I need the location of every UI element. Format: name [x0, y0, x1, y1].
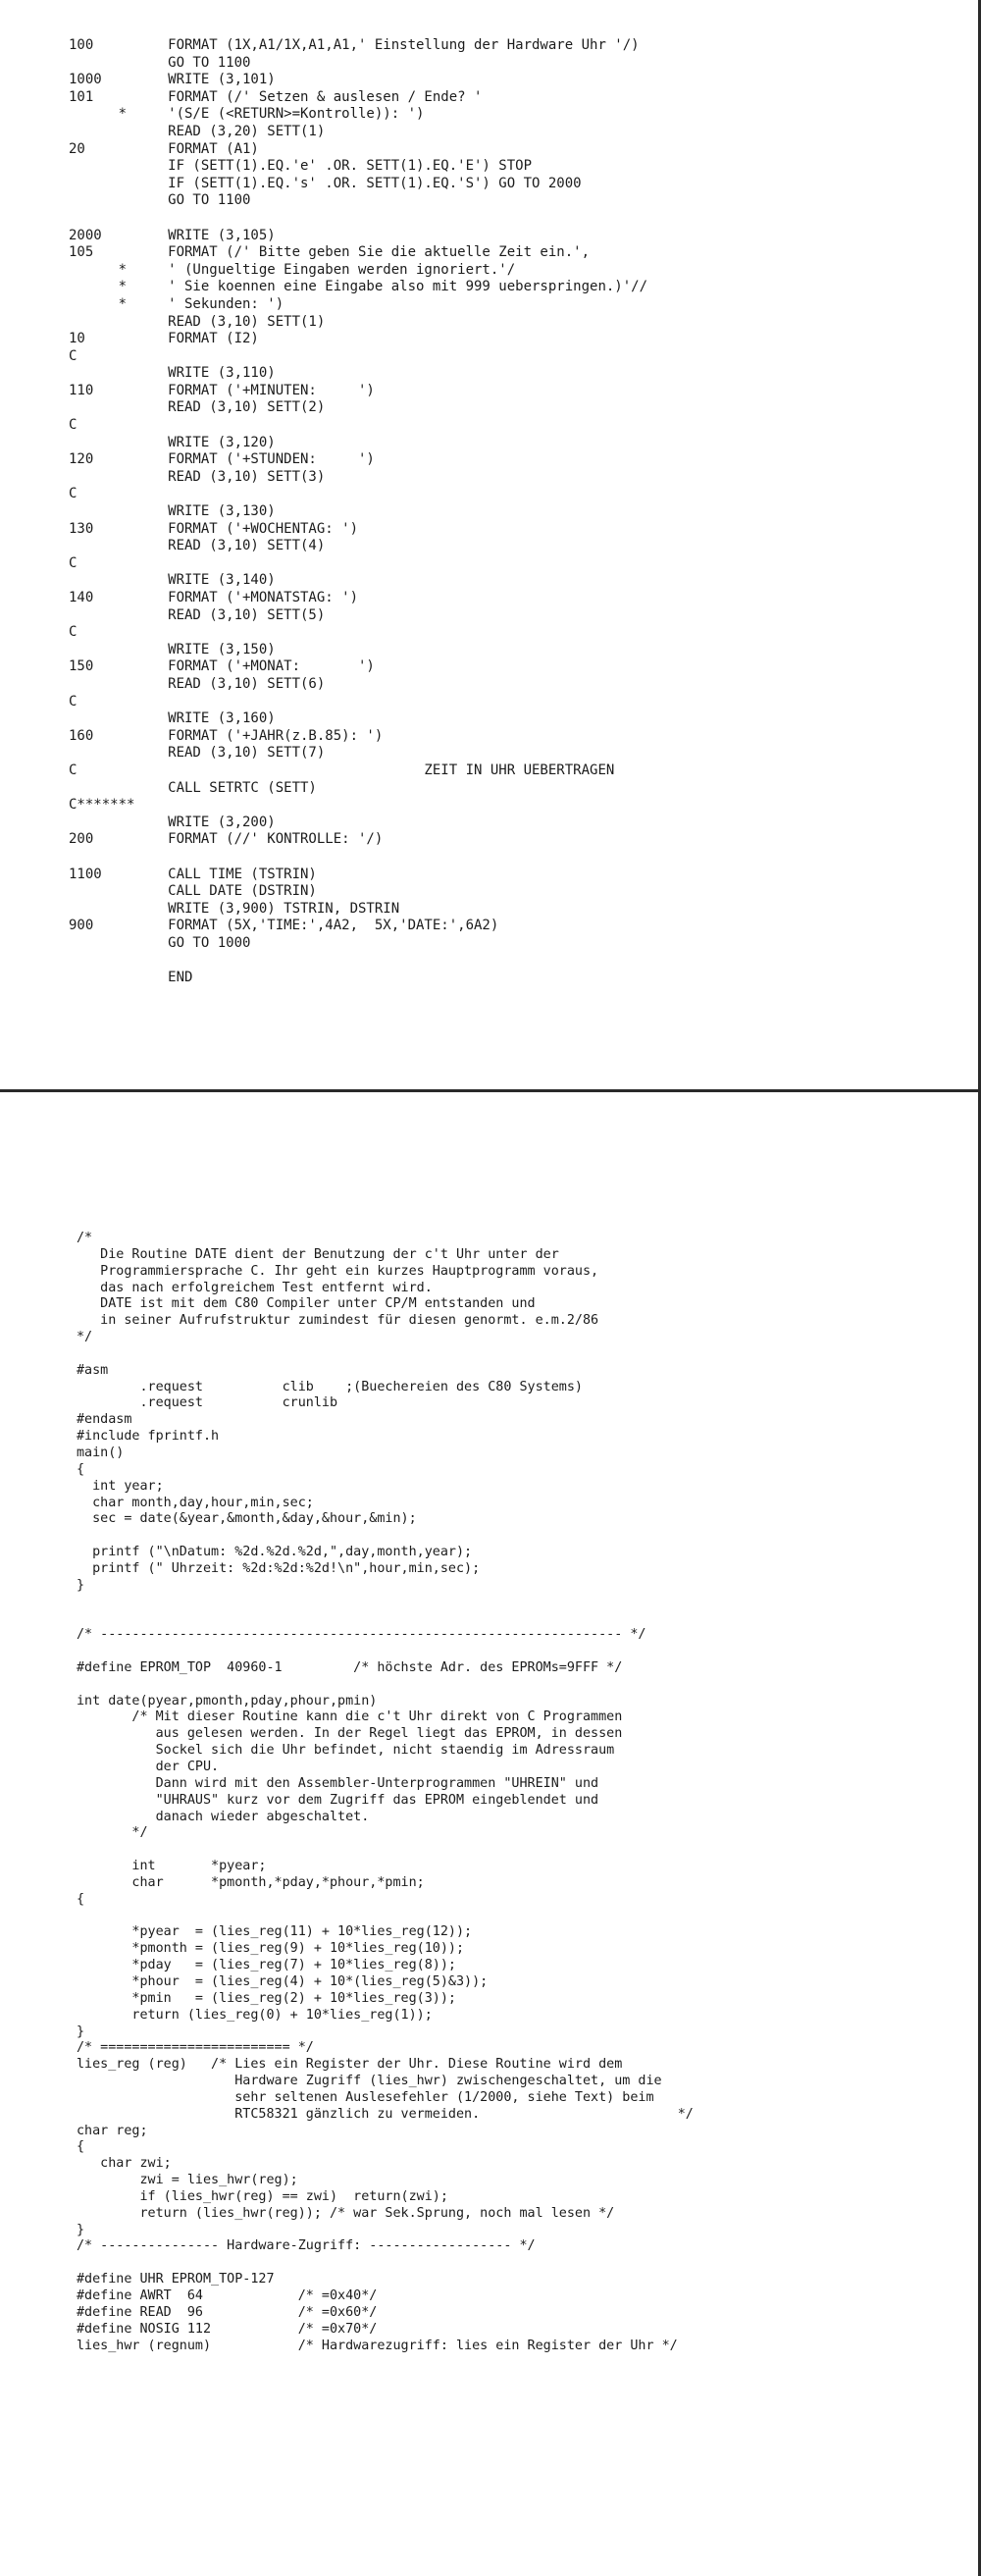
c-code-line: #define AWRT 64 /* =0x40*/: [77, 2288, 378, 2303]
fortran-code-line: WRITE (3,130): [69, 503, 276, 520]
fortran-code-line: READ (3,10) SETT(3): [69, 468, 326, 485]
c-code-line: .request crunlib: [77, 1395, 338, 1411]
fortran-code-line: CALL SETRTC (SETT): [69, 779, 317, 796]
c-code-line: das nach erfolgreichem Test entfernt wird.: [77, 1280, 433, 1295]
c-code-line: int year;: [77, 1478, 164, 1494]
fortran-code-line: 10 FORMAT (I2): [69, 331, 259, 347]
fortran-code-line: C: [69, 417, 77, 434]
c-code-line: #include fprintf.h: [77, 1429, 220, 1445]
fortran-code-line: WRITE (3,900) TSTRIN, DSTRIN: [69, 900, 400, 917]
fortran-code-line: GO TO 1100: [69, 54, 251, 71]
fortran-code-line: [69, 849, 647, 867]
fortran-code-line: IF (SETT(1).EQ.'s' .OR. SETT(1).EQ.'S') GO TO 2000: [69, 175, 582, 191]
fortran-code-line: READ (3,10) SETT(6): [69, 675, 326, 692]
c-code-line: char month,day,hour,min,sec;: [77, 1495, 314, 1510]
fortran-code-line: GO TO 1100: [69, 192, 251, 209]
c-code-line: zwi = lies_hwr(reg);: [77, 2173, 298, 2188]
fortran-code-line: C: [69, 693, 77, 710]
c-code-line: }: [77, 2024, 85, 2039]
c-code-line: "UHRAUS" kurz vor dem Zugriff das EPROM eingeblendet und: [77, 1792, 599, 1808]
c-code-line: /*: [77, 1231, 93, 1245]
c-code-line: *pday = (lies_reg(7) + 10*lies_reg(8));: [77, 1958, 456, 1973]
c-code-line: {: [77, 2139, 85, 2155]
c-code-line: #define UHR EPROM_TOP-127: [77, 2272, 275, 2287]
fortran-code-line: [69, 210, 647, 228]
c-code-line: RTC58321 gänzlich zu vermeiden. */: [77, 2106, 694, 2122]
c-code-line: */: [77, 1825, 148, 1841]
fortran-code-line: READ (3,10) SETT(5): [69, 606, 326, 623]
c-code-line: return (lies_hwr(reg)); /* war Sek.Sprung, noch mal lesen */: [77, 2205, 615, 2221]
fortran-code-line: 100 FORMAT (1X,A1/1X,A1,A1,' Einstellung der Hardware Uhr '/): [69, 37, 640, 53]
fortran-code-line: C: [69, 554, 77, 571]
c-code-line: printf (" Uhrzeit: %2d:%2d:%2d!\n",hour,min,sec);: [77, 1560, 481, 1576]
c-code-line: [77, 1610, 694, 1627]
c-code-line: {: [77, 1461, 85, 1477]
fortran-listing-panel: [0, 0, 981, 1089]
c-code-line: *pyear = (lies_reg(11) + 10*lies_reg(12));: [77, 1924, 473, 1940]
fortran-code-line: C: [69, 486, 77, 502]
fortran-code-line: WRITE (3,120): [69, 434, 276, 450]
fortran-code-line: 1100 CALL TIME (TSTRIN): [69, 866, 317, 882]
c-code-line: [77, 1528, 694, 1545]
fortran-code-line: 160 FORMAT ('+JAHR(z.B.85): '): [69, 727, 384, 744]
c-code-line: main(): [77, 1445, 125, 1460]
c-code-line: /* --------------- Hardware-Zugriff: ------------------ */: [77, 2238, 536, 2254]
fortran-code-line: IF (SETT(1).EQ.'e' .OR. SETT(1).EQ.'E') STOP: [69, 158, 533, 175]
fortran-code-line: C: [69, 624, 77, 641]
c-code-line: *phour = (lies_reg(4) + 10*(lies_reg(5)&3));: [77, 1973, 489, 1989]
c-code-line: sehr seltenen Auslesefehler (1/2000, siehe Text) beim: [77, 2089, 654, 2105]
c-code-line: char zwi;: [77, 2156, 172, 2172]
c-code-line: lies_reg (reg) /* Lies ein Register der Uhr. Diese Routine wird dem: [77, 2057, 623, 2073]
c-code-line: .request clib ;(Buechereien des C80 Systems): [77, 1379, 583, 1394]
c-code-line: {: [77, 1891, 85, 1907]
c-code-line: char *pmonth,*pday,*phour,*pmin;: [77, 1874, 425, 1890]
fortran-code-line: * ' Sie koennen eine Eingabe also mit 999 ueberspringen.)'//: [69, 279, 648, 295]
c-code-line: der CPU.: [77, 1760, 220, 1774]
fortran-code-line: GO TO 1000: [69, 934, 251, 951]
c-code-line: /* ------------------------------------------------------------------ */: [77, 1627, 646, 1643]
c-code-line: [77, 1842, 694, 1859]
c-code-line: }: [77, 1577, 85, 1593]
fortran-code-line: 130 FORMAT ('+WOCHENTAG: '): [69, 520, 359, 537]
fortran-code-line: * ' (Ungueltige Eingaben werden ignoriert.'/: [69, 261, 516, 278]
fortran-code-line: END: [69, 970, 193, 986]
c-code-line: #define EPROM_TOP 40960-1 /* höchste Adr. des EPROMs=9FFF */: [77, 1659, 623, 1675]
fortran-code-line: READ (3,10) SETT(1): [69, 313, 326, 330]
c-code-line: *pmin = (lies_reg(2) + 10*lies_reg(3));: [77, 1990, 456, 2006]
fortran-code-line: 120 FORMAT ('+STUNDEN: '): [69, 451, 375, 468]
c-code-line: #define READ 96 /* =0x60*/: [77, 2304, 378, 2320]
fortran-code-line: C*******: [69, 797, 135, 814]
c-code-line: }: [77, 2222, 85, 2237]
fortran-code-line: CALL DATE (DSTRIN): [69, 883, 317, 900]
c-code-line: [77, 1677, 694, 1694]
fortran-code-line: READ (3,10) SETT(2): [69, 399, 326, 416]
c-code-line: /* Mit dieser Routine kann die c't Uhr direkt von C Programmen: [77, 1709, 623, 1725]
fortran-code-line: 20 FORMAT (A1): [69, 140, 259, 157]
c-code-line: Die Routine DATE dient der Benutzung der c't Uhr unter der: [77, 1246, 559, 1262]
c-code-line: return (lies_reg(0) + 10*lies_reg(1));: [77, 2007, 433, 2023]
fortran-code-line: 1000 WRITE (3,101): [69, 72, 276, 88]
fortran-code-line: * ' Sekunden: '): [69, 295, 284, 312]
fortran-code-line: WRITE (3,140): [69, 572, 276, 589]
c-code-line: aus gelesen werden. In der Regel liegt das EPROM, in dessen: [77, 1726, 623, 1742]
c-code-line: */: [77, 1330, 93, 1345]
c-code-line: int date(pyear,pmonth,pday,phour,pmin): [77, 1693, 378, 1709]
fortran-code-line: READ (3,10) SETT(7): [69, 745, 326, 762]
fortran-code-line: WRITE (3,150): [69, 641, 276, 657]
fortran-code-line: C ZEIT IN UHR UEBERTRAGEN: [69, 762, 615, 778]
fortran-code-line: C: [69, 347, 77, 364]
fortran-code-line: 105 FORMAT (/' Bitte geben Sie die aktuelle Zeit ein.',: [69, 244, 591, 261]
c-code-line: lies_hwr (regnum) /* Hardwarezugriff: lies ein Register der Uhr */: [77, 2338, 678, 2353]
c-code-line: DATE ist mit dem C80 Compiler unter CP/M entstanden und: [77, 1296, 536, 1312]
fortran-code-line: WRITE (3,160): [69, 710, 276, 727]
c-code-line: in seiner Aufrufstruktur zumindest für diesen genormt. e.m.2/86: [77, 1313, 599, 1329]
c-code-line: *pmonth = (lies_reg(9) + 10*lies_reg(10));: [77, 1941, 465, 1957]
c-code-line: printf ("\nDatum: %2d.%2d.%2d,",day,month,year);: [77, 1545, 473, 1560]
fortran-code-line: [69, 952, 647, 970]
fortran-code-line: 200 FORMAT (//' KONTROLLE: '/): [69, 831, 384, 848]
c-listing-panel: [0, 1092, 981, 2576]
fortran-code-line: READ (3,10) SETT(4): [69, 538, 326, 554]
c-code-line: int *pyear;: [77, 1859, 267, 1874]
fortran-code-line: 140 FORMAT ('+MONATSTAG: '): [69, 590, 359, 605]
c-code-line: char reg;: [77, 2123, 148, 2138]
c-code-line: [77, 1644, 694, 1660]
c-code-line: #asm: [77, 1362, 109, 1378]
fortran-code-line: 101 FORMAT (/' Setzen & auslesen / Ende? ': [69, 88, 483, 105]
c-code-line: [77, 1909, 694, 1925]
c-code-line: [77, 1346, 694, 1363]
fortran-code-line: 150 FORMAT ('+MONAT: '): [69, 658, 375, 675]
c-code-line: danach wieder abgeschaltet.: [77, 1809, 370, 1824]
c-code-line: [77, 1595, 694, 1611]
c-code-line: sec = date(&year,&month,&day,&hour,&min);: [77, 1511, 417, 1527]
c-code-line: Sockel sich die Uhr befindet, nicht staendig im Adressraum: [77, 1743, 615, 1759]
fortran-code-block: [69, 37, 647, 987]
c-code-line: Dann wird mit den Assembler-Unterprogrammen "UHREIN" und: [77, 1775, 599, 1791]
fortran-code-line: * '(S/E (<RETURN>=Kontrolle)): '): [69, 106, 425, 123]
c-code-line: Hardware Zugriff (lies_hwr) zwischengeschaltet, um die: [77, 2074, 662, 2089]
fortran-code-line: 2000 WRITE (3,105): [69, 227, 276, 243]
fortran-code-line: READ (3,20) SETT(1): [69, 123, 326, 139]
c-code-block: [77, 1231, 694, 2354]
c-code-line: #define NOSIG 112 /* =0x70*/: [77, 2321, 378, 2337]
c-code-line: #endasm: [77, 1412, 132, 1428]
fortran-code-line: WRITE (3,200): [69, 814, 276, 830]
fortran-code-line: WRITE (3,110): [69, 365, 276, 382]
fortran-code-line: 110 FORMAT ('+MINUTEN: '): [69, 382, 375, 398]
c-code-line: /* ======================== */: [77, 2040, 314, 2056]
c-code-line: Programmiersprache C. Ihr geht ein kurzes Hauptprogramm voraus,: [77, 1263, 599, 1279]
c-code-line: [77, 2255, 694, 2272]
c-code-line: if (lies_hwr(reg) == zwi) return(zwi);: [77, 2188, 448, 2204]
fortran-code-line: 900 FORMAT (5X,'TIME:',4A2, 5X,'DATE:',6A2): [69, 918, 499, 934]
